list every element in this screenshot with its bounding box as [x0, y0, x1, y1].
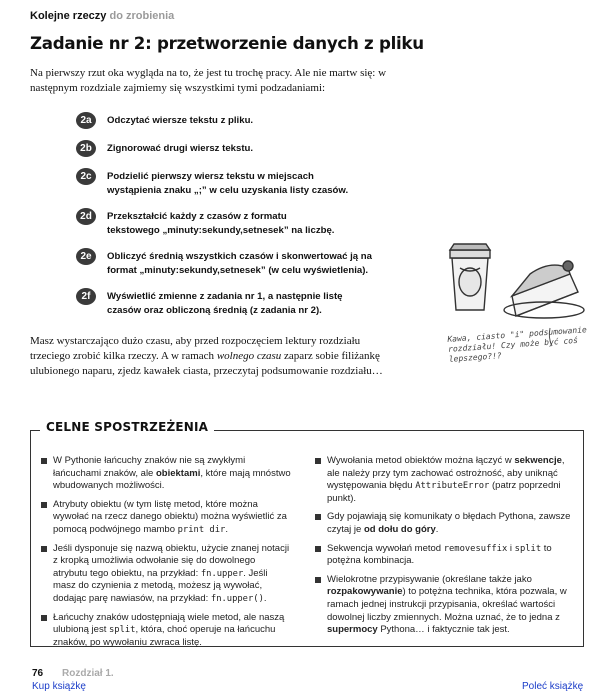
outro-before: Masz wystarczająco dużo czasu, aby przed rozpoczęciem lektury rozdziału trzeciego zrobić kilka rzeczy. A w ramach	[30, 335, 361, 362]
running-header	[30, 10, 174, 22]
buy-book-link[interactable]: Kup książkę	[32, 681, 86, 692]
subtask-text	[107, 142, 397, 156]
code-term: split	[514, 543, 542, 554]
bullet-text: Wywołania metod obiektów można łączyć w	[327, 455, 515, 466]
subtask-badge: 2f	[76, 288, 96, 305]
bold-term: sekwencje	[514, 455, 562, 466]
bullet-text: , która, choć operuje na łańcuchu znaków, po wywołaniu zwraca listę.	[53, 624, 276, 648]
subtask-line: Zignorować drugi wiersz tekstu.	[107, 143, 254, 154]
subtask-line: tekstowego „minuty:sekundy,setnesek” na liczbę.	[107, 225, 335, 236]
coffee-cup-icon	[450, 244, 490, 310]
bullet-item	[315, 574, 571, 637]
bullet-text: , które mają mnóstwo wbudowanych możliwości.	[53, 467, 291, 492]
header-part1: Kolejne rzeczy	[30, 10, 107, 22]
subtask-badge: 2b	[76, 140, 96, 157]
code-term: AttributeError	[415, 481, 490, 492]
subtask-badge: 2e	[76, 248, 96, 265]
subtask-line: Odczytać wiersze tekstu z pliku.	[107, 115, 254, 126]
bullet-text: W Pythonie łańcuchy znaków nie są zwykłymi łańcuchami znaków, ale	[53, 455, 246, 479]
bullet-text: .	[225, 523, 228, 535]
subtask-line: Wyświetlić zmienne z zadania nr 1, a następnie listę	[107, 291, 343, 302]
subtask-text	[107, 290, 397, 318]
bullet-item	[315, 543, 571, 568]
code-term: removesuffix	[443, 543, 508, 554]
bullet-text: , ale należy przy tym zachować ostrożność, aby uniknąć występowania błędu	[327, 455, 565, 492]
chapter-label: Rozdział 1.	[62, 668, 114, 679]
subtask-badge: 2c	[76, 168, 96, 185]
box-title: CELNE SPOSTRZEŻENIA	[40, 420, 214, 434]
subtask-line: Obliczyć średnią wszystkich czasów i skonwertować ją na	[107, 251, 372, 262]
bold-term: obiektami	[155, 467, 201, 479]
subtask-text	[107, 210, 397, 238]
subtask-line: wystąpienia znaku „;” w celu uzyskania listy czasów.	[107, 185, 349, 196]
page-title: Zadanie nr 2: przetworzenie danych z pliku	[30, 34, 424, 54]
bullet-text: .	[263, 592, 267, 604]
bullet-item	[41, 612, 291, 650]
outro-italic: wolnego czasu	[216, 350, 282, 362]
code-term: print dir	[177, 524, 226, 535]
subtask-badge: 2a	[76, 112, 96, 129]
subtask-line: Podzielić pierwszy wiersz tekstu w miejscach	[107, 171, 314, 182]
bullet-text: Atrybuty obiektu (w tym listę metod, które można wywołać na rzecz danego obiektu) można wyświetlić za pomocą podwójnego mambo	[53, 498, 287, 535]
bullet-item	[315, 511, 571, 536]
bullet-text: to potężna kombinacja.	[327, 542, 552, 567]
bullet-text: .	[435, 523, 439, 535]
outro-after: zaparz sobie filiżankę ulubionego naparu, zjedz kawałek ciasta, przeczytaj podsumowanie rozdziału…	[30, 350, 383, 377]
bold-term: supermocy	[327, 624, 378, 636]
intro-paragraph: Na pierwszy rzut oka wygląda na to, że jest tu trochę pracy. Ale nie martw się: w następnym rozdziale zajmiemy się wszystkimi tymi podzadaniami:	[30, 67, 387, 94]
bullet-text: Łańcuchy znaków udostępniają wiele metod, ale naszą ulubioną jest	[53, 611, 285, 636]
subtask-text	[107, 250, 397, 278]
bullet-text: (patrz poprzedni punkt).	[327, 480, 561, 504]
subtask-line: czasów oraz obliczoną średnią (z zadania nr 2).	[107, 305, 322, 316]
left-column	[41, 455, 291, 655]
bold-term: rozpakowywanie	[327, 586, 403, 598]
bullet-text: i	[507, 542, 515, 554]
bullet-item	[41, 543, 291, 606]
bullet-item	[315, 455, 571, 505]
subtask-text	[107, 170, 397, 198]
page-number: 76	[32, 668, 44, 679]
bullet-text: Jeśli dysponuje się nazwą obiektu, użycie znanej notacji z kropką umożliwia odwołanie się do dowolnego atrybutu tego obiektu, na przykład:	[53, 542, 290, 579]
bullet-points-box	[30, 430, 584, 647]
right-column	[315, 455, 571, 643]
subtask-badge: 2d	[76, 208, 96, 225]
bullet-item	[41, 499, 291, 537]
illustration-caption: Kawa, ciasto "i" podsumowanie rozdziału! Czy może być coś lepszego?!?	[447, 325, 588, 364]
code-term: split	[108, 625, 136, 636]
header-part2: do zrobienia	[109, 10, 175, 22]
bullet-text: Wielokrotne przypisywanie (określane także jako	[327, 573, 532, 585]
bullet-text: Gdy pojawiają się komunikaty o błędach Pythona, zawsze czytaj je	[327, 511, 571, 535]
subtask-text	[107, 114, 397, 128]
bold-term: od dołu do góry	[363, 523, 436, 535]
recommend-book-link[interactable]: Poleć książkę	[522, 681, 584, 692]
subtask-line: format „minuty:sekundy,setnesek” (w celu wyświetlenia).	[107, 265, 369, 276]
bullet-text: Pythona… i faktycznie tak jest.	[377, 624, 510, 636]
cake-slice-icon	[504, 261, 584, 318]
bullet-text: . Jeśli masz do czynienia z metodą, możesz ją wywołać, dodając parę nawiasów, na przykład:	[53, 567, 268, 604]
bullet-text: Sekwencja wywołań metod	[327, 542, 444, 554]
code-term: fn.upper	[200, 568, 244, 579]
outro-paragraph	[30, 334, 400, 379]
code-term: fn.upper()	[210, 593, 264, 604]
bullet-item	[41, 455, 291, 493]
subtask-line: Przekształcić każdy z czasów z formatu	[107, 211, 287, 222]
bullet-text: ) to potężna technika, która pozwala, w ramach jednej instrukcji przypisania, określać wartości dowolnej liczby zmiennych. Można uznać, że to jedna z	[327, 586, 567, 623]
